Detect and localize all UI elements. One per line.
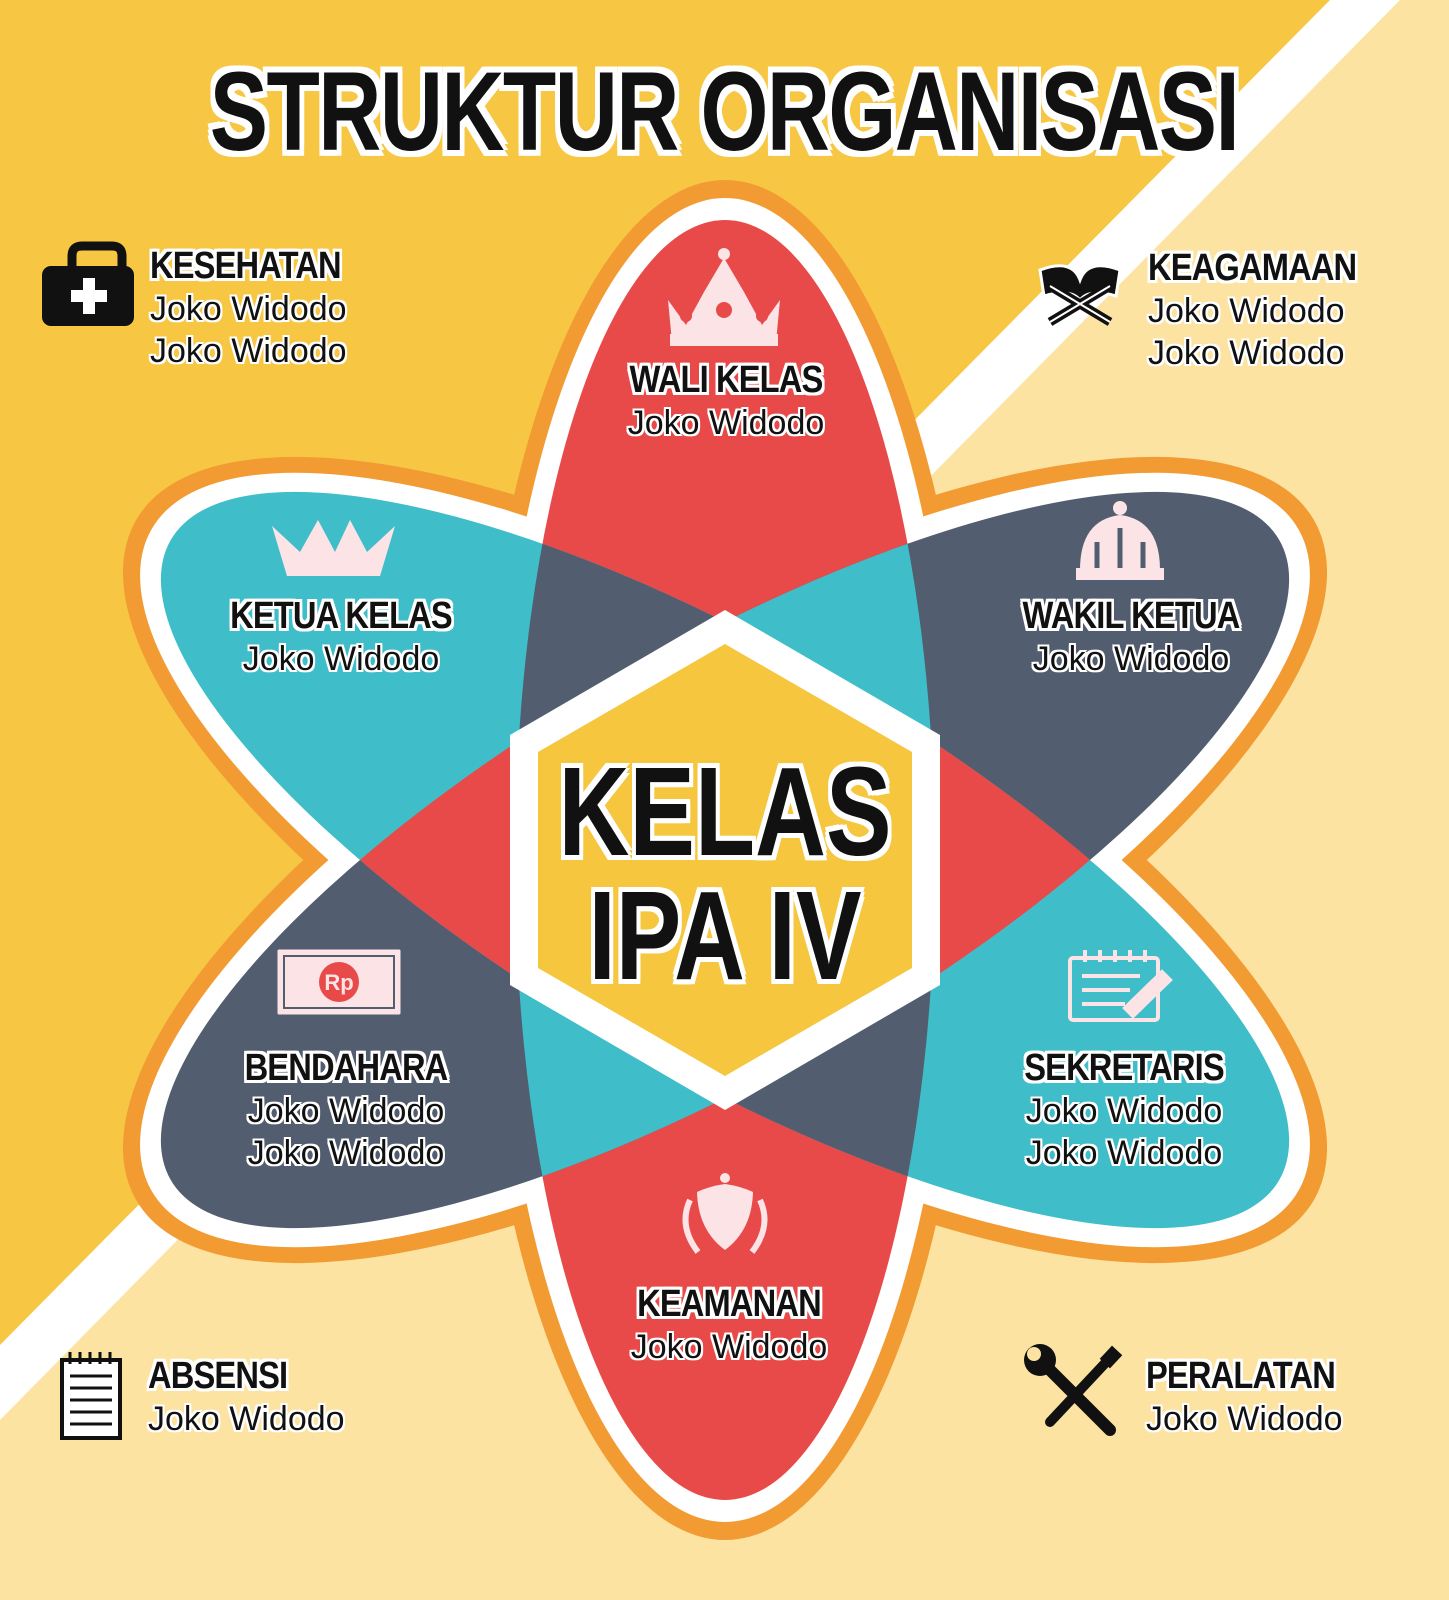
corner-title: PERALATAN xyxy=(1146,1355,1335,1397)
page-title: STRUKTUR ORGANISASI xyxy=(209,49,1239,174)
role-name: Joko Widodo xyxy=(242,640,440,678)
corner-name: Joko Widodo xyxy=(150,332,347,370)
role-name: Joko Widodo xyxy=(247,1092,445,1130)
corner-name: Joko Widodo xyxy=(1148,292,1345,330)
role-keamanan xyxy=(622,1282,836,1368)
corner-name: Joko Widodo xyxy=(1148,334,1345,372)
role-sekretaris xyxy=(1008,1046,1240,1174)
corner-name: Joko Widodo xyxy=(1146,1400,1343,1438)
corner-keagamaan xyxy=(1148,246,1390,374)
corner-name: Joko Widodo xyxy=(148,1400,345,1438)
role-wakil-ketua xyxy=(1005,594,1257,680)
center-line-1: KELAS xyxy=(558,741,892,882)
role-name: Joko Widodo xyxy=(1025,1092,1223,1130)
absensi-notebook-icon xyxy=(62,1352,120,1438)
corner-peralatan xyxy=(1146,1354,1366,1440)
corner-title: KESEHATAN xyxy=(150,245,341,287)
center-label xyxy=(558,741,892,1006)
role-title: WAKIL KETUA xyxy=(1022,595,1240,637)
role-title: BENDAHARA xyxy=(244,1047,448,1089)
role-name: Joko Widodo xyxy=(1032,640,1230,678)
role-name: Joko Widodo xyxy=(1025,1134,1223,1172)
role-title: KETUA KELAS xyxy=(230,595,452,637)
role-wali-kelas xyxy=(614,358,838,444)
bendahara-money-icon xyxy=(276,948,402,1016)
corner-title: KEAGAMAAN xyxy=(1148,247,1357,289)
corner-absensi xyxy=(148,1354,345,1440)
center-line-2: IPA IV xyxy=(588,865,862,1006)
role-title: KEAMANAN xyxy=(637,1283,821,1325)
role-title: WALI KELAS xyxy=(629,359,823,401)
role-title: SEKRETARIS xyxy=(1024,1047,1224,1089)
role-name: Joko Widodo xyxy=(627,404,825,442)
corner-title: ABSENSI xyxy=(148,1355,288,1397)
corner-kesehatan xyxy=(150,244,372,372)
role-name: Joko Widodo xyxy=(247,1134,445,1172)
role-ketua-kelas xyxy=(212,594,470,680)
corner-name: Joko Widodo xyxy=(150,290,347,328)
role-name: Joko Widodo xyxy=(630,1328,828,1366)
svg-text:Rp: Rp xyxy=(324,970,354,995)
role-bendahara xyxy=(228,1046,464,1174)
